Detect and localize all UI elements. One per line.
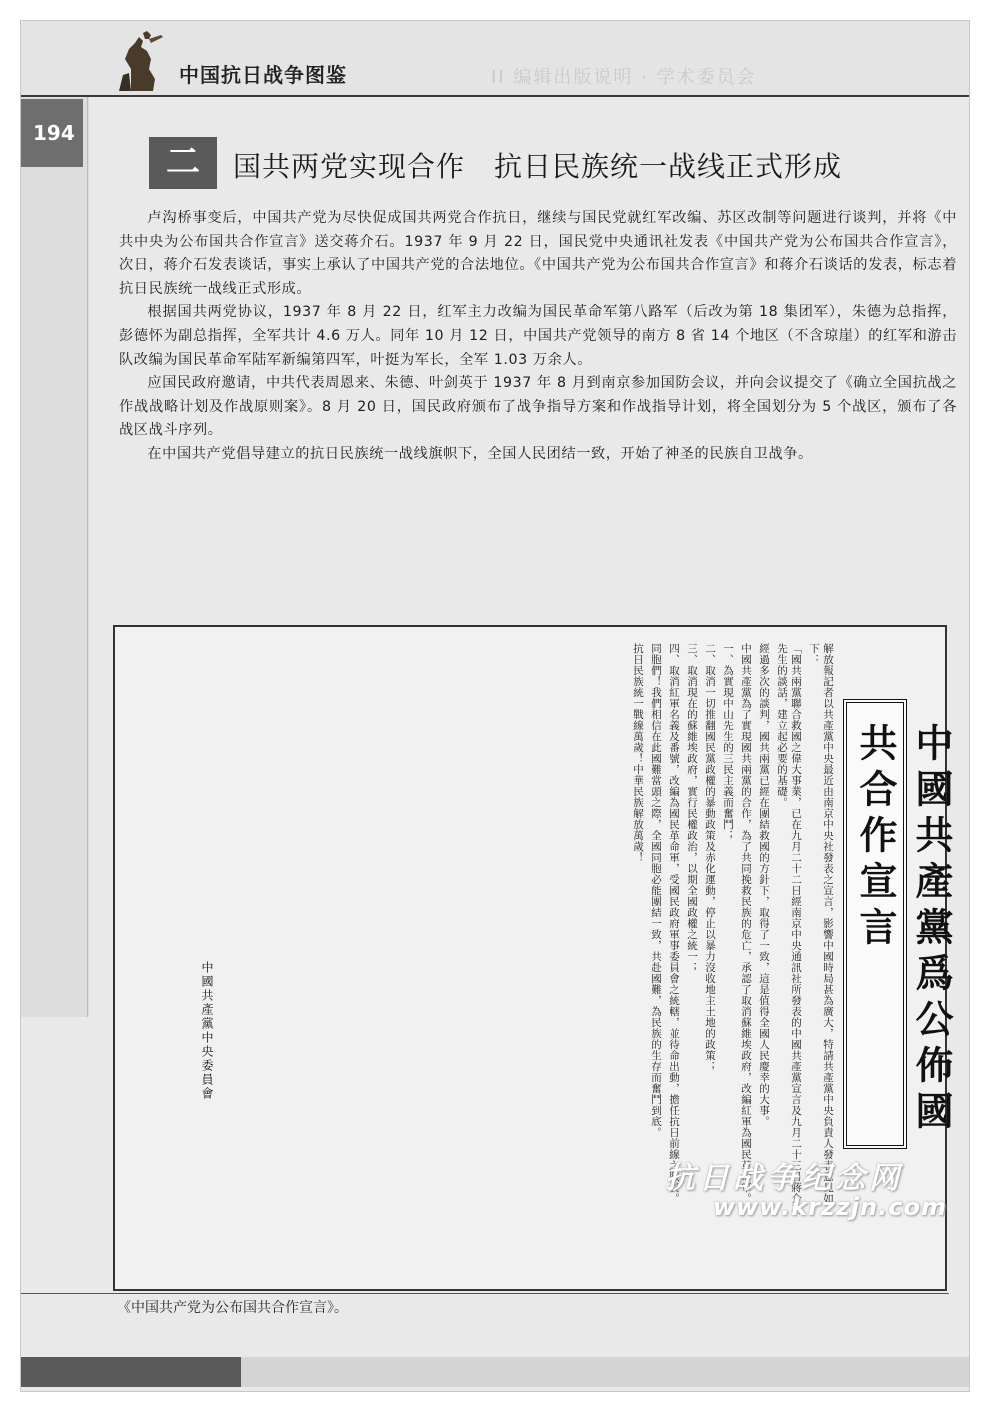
document-column: 中國共產黨為了實現國共兩黨的合作，為了共同挽救民族的危亡，承認了取消蘇維埃政府，改編紅軍為國民革命軍。: [740, 643, 752, 1204]
document-column: 二、取消一切推翻國民黨政權的暴動政策及赤化運動，停止以暴力沒收地主土地的政策；: [704, 643, 716, 1072]
page-number: 194: [33, 121, 75, 145]
document-title-box: [843, 699, 954, 1149]
book-title: 中国抗日战争图鉴: [179, 63, 347, 87]
document-signature: 中國共產黨中央委員會: [200, 961, 214, 1101]
document-column: 「國共兩黨聯合救國之偉大事業，已在九月二十二日經南京中央通訊社所發表的中國共產黨宣言及九月二十三日蔣介石先生的談話，建立起必要的基礎。: [776, 643, 802, 1215]
side-margin: [21, 97, 89, 1017]
document-column: 同胞們！我們相信在此國難當頭之際，全國同胞必能團結一致，共赴國難，為民族的生存而奮鬥到底。: [650, 643, 662, 1138]
document-column: 抗日民族統一戰線萬歲！中華民族解放萬歲！: [632, 643, 644, 863]
side-divider: [87, 97, 88, 1017]
document-column: 一、為實現中山先生的三民主義而奮鬥；: [722, 643, 734, 841]
paragraph: 在中国共产党倡导建立的抗日民族统一战线旗帜下，全国人民团结一致，开始了神圣的民族自卫战争。: [147, 445, 813, 462]
book-page: [20, 20, 970, 1392]
document-column: 四、取消紅軍名義及番號，改編為國民革命軍，受國民政府軍事委員會之統轄，並待命出動，擔任抗日前線之職責。: [668, 643, 680, 1204]
footer-bar: [21, 1357, 241, 1387]
paragraph: 卢沟桥事变后，中国共产党为尽快促成国共两党合作抗日，继续与国民党就红军改编、苏区改制等问题进行谈判，并将《中共中央为公布国共合作宣言》送交蒋介石。1937 年 9 月 22 日，国民党中央通讯社发表《中国共产党为公布国共合作宣言》，次日，蒋介石发表谈话，事实上承认了中国共产党的合法地位。《中国共产党为公布国共合作宣言》和蒋介石谈话的发表，标志着抗日民族统一战线正式形成。: [119, 210, 957, 297]
section-number: 二: [149, 137, 217, 189]
paragraph: 应国民政府邀请，中共代表周恩来、朱德、叶剑英于 1937 年 8 月到南京参加国防会议，并向会议提交了《确立全国抗战之作战战略计划及作战原则案》。8 月 20 日，国民政府颁布了战争指导方案和作战指导计划，将全国划分为 5 个战区，颁布了各战区战斗序列。: [119, 375, 957, 439]
page-header: [21, 21, 969, 97]
watermark-url: www.krzzjn.com: [713, 1193, 947, 1221]
ghost-header-text: II 编辑出版说明 · 学术委员会: [491, 67, 757, 88]
footer-bar-light: [241, 1357, 969, 1387]
photo-caption: 《中国共产党为公布国共合作宣言》。: [117, 1300, 348, 1316]
body-text: [119, 207, 957, 467]
section-title: 国共两党实现合作 抗日民族统一战线正式形成: [233, 150, 843, 183]
watermark-logo: 抗日战争纪念网: [665, 1161, 903, 1196]
paragraph: 根据国共两党协议，1937 年 8 月 22 日，红军主力改编为国民革命军第八路军（后改为第 18 集团军），朱德为总指挥，彭德怀为副总指挥，全军共计 4.6 万人。同年 10 月 12 日，中国共产党领导的南方 8 省 14 个地区（不含琼崖）的红军和游击队改编为国民革命军陆军新编第四军，叶挺为军长，全军 1.03 万余人。: [119, 304, 957, 368]
header-rule: [21, 95, 969, 97]
document-title: 中國共產黨爲公佈國共合作宣言: [853, 723, 954, 1137]
soldier-statue-icon: [109, 29, 169, 91]
document-column: 解放報記者以共產黨中央最近由南京中央社發表之宣言，影響中國時局甚為廣大，特請共產黨中央負責人發表意見如下：: [808, 643, 834, 1204]
document-text-columns: [243, 643, 835, 1223]
document-column: 三、取消現在的蘇維埃政府，實行民權政治，以期全國政權之統一；: [686, 643, 698, 973]
caption-divider: [21, 1293, 949, 1294]
document-column: 經過多次的談判，國共兩黨已經在團結救國的方針下，取得了一致，這是值得全國人民慶幸的大事。: [758, 643, 770, 1127]
